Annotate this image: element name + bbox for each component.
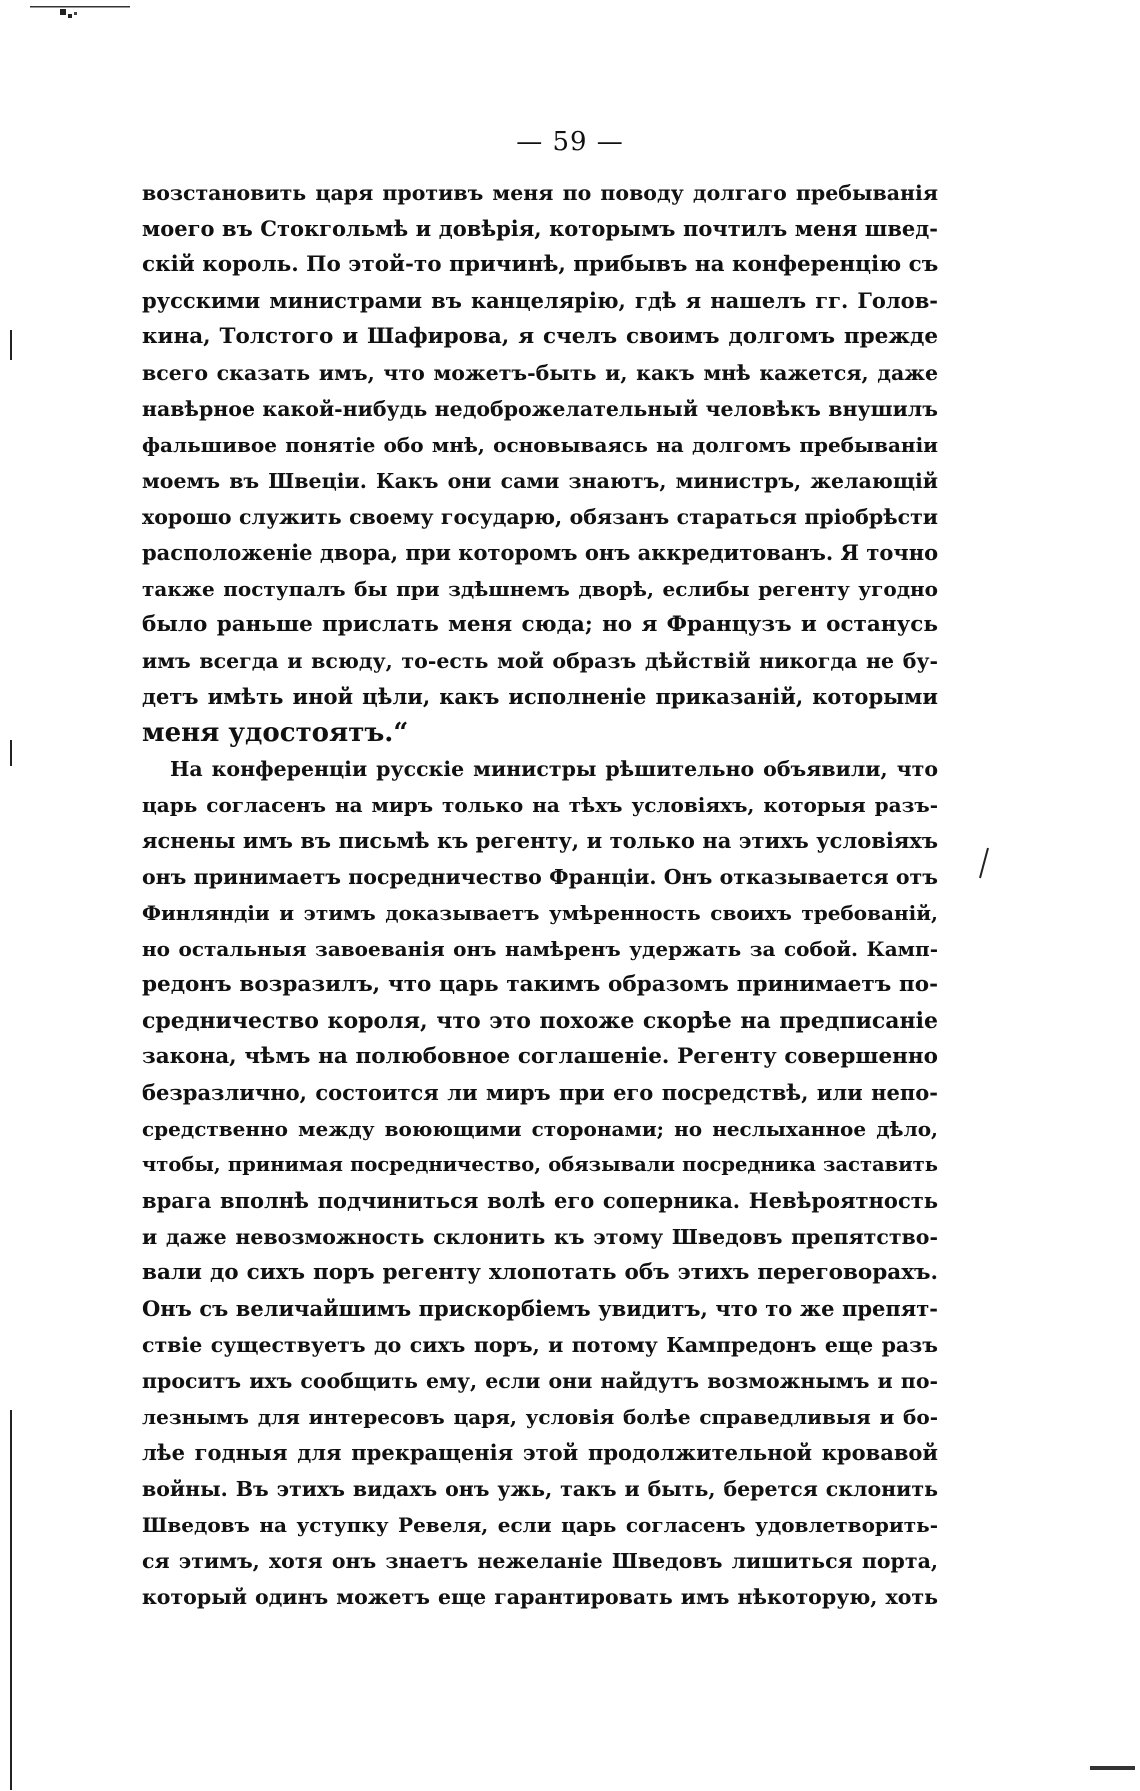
scan-mark-top-left (30, 6, 130, 20)
text-line: также поступалъ бы при здѣшнемъ дворѣ, еслибы регенту угодно (142, 577, 938, 601)
text-line: моемъ въ Швеціи. Какъ они сами знаютъ, министръ, желающій (142, 469, 938, 493)
text-line: лѣе годныя для прекращенія этой продолжительной кровавой (142, 1440, 938, 1465)
text-line: ствіе существуетъ до сихъ поръ, и потому Кампредонъ еще разъ (142, 1333, 938, 1357)
page-number: — 59 — (516, 127, 624, 157)
scan-rule-left-middle (10, 740, 12, 766)
text-line: скій король. По этой-то причинѣ, прибывъ на конференцію съ (142, 252, 939, 277)
text-line: который одинъ можетъ еще гарантировать имъ нѣкоторую, хоть (142, 1585, 938, 1609)
text-line: лезнымъ для интересовъ царя, условія болѣе справедливыя и бо- (142, 1405, 938, 1429)
text-line: всего сказать имъ, что можетъ-быть и, какъ мнѣ кажется, даже (142, 361, 938, 385)
text-line: детъ имѣть иной цѣли, какъ исполненіе приказаній, которыми (142, 684, 938, 709)
text-line: имъ всегда и всюду, то-есть мой образъ дѣйствій никогда не бу- (142, 649, 938, 673)
scan-rule-bottom-right (1090, 1766, 1135, 1770)
text-line: хорошо служить своему государю, обязанъ стараться пріобрѣсти (142, 505, 938, 529)
text-line: кина, Толстого и Шафирова, я счелъ своимъ долгомъ прежде (142, 324, 938, 349)
text-line: редонъ возразилъ, что царь такимъ образомъ принимаетъ по- (142, 972, 938, 997)
margin-slash-mark (978, 846, 990, 880)
text-line: ся этимъ, хотя онъ знаетъ нежеланіе Шведовъ лишиться порта, (142, 1549, 938, 1573)
text-line: фальшивое понятіе обо мнѣ, основываясь на долгомъ пребываніи (142, 433, 938, 457)
text-line: и даже невозможность склонить къ этому Шведовъ препятство- (142, 1225, 938, 1249)
text-line: царь согласенъ на миръ только на тѣхъ условіяхъ, которыя разъ- (142, 793, 938, 817)
scan-rule-left-upper (10, 330, 12, 360)
text-line: врага вполнѣ подчиниться волѣ его соперника. Невѣроятность (142, 1188, 938, 1213)
text-line: средственно между воюющими сторонами; но неслыханное дѣло, (142, 1117, 938, 1141)
text-line: безразлично, состоится ли миръ при его посредствѣ, или непо- (142, 1080, 938, 1105)
text-line: Шведовъ на уступку Ревеля, если царь согласенъ удовлетворить- (142, 1513, 938, 1537)
text-line: но остальныя завоеванія онъ намѣренъ удержать за собой. Камп- (142, 937, 938, 961)
text-line: яснены имъ въ письмѣ къ регенту, и только на этихъ условіяхъ (142, 828, 938, 853)
body-text (142, 175, 938, 1615)
text-line: проситъ ихъ сообщить ему, если они найдутъ возможнымъ и по- (142, 1369, 938, 1393)
text-line: расположеніе двора, при которомъ онъ аккредитованъ. Я точно (142, 540, 939, 565)
text-line: На конференціи русскіе министры рѣшительно объявили, что (170, 757, 938, 781)
text-line: средничество короля, что это похоже скорѣе на предписаніе (142, 1008, 938, 1034)
text-line: вали до сихъ поръ регенту хлопотать объ этихъ переговорахъ. (142, 1260, 938, 1285)
text-line: меня удостоятъ.“ (142, 718, 409, 748)
text-line: чтобы, принимая посредничество, обязывали посредника заставить (142, 1153, 938, 1176)
text-line: онъ принимаетъ посредничество Франціи. Онъ отказывается отъ (142, 865, 938, 889)
text-line: возстановить царя противъ меня по поводу долгаго пребыванія (142, 181, 938, 205)
text-line: навѣрное какой-нибудь недоброжелательный человѣкъ внушилъ (142, 397, 938, 421)
text-line: моего въ Стокгольмѣ и довѣрія, которымъ почтилъ меня швед- (142, 216, 938, 241)
text-line: русскими министрами въ канцелярію, гдѣ я нашелъ гг. Голов- (142, 288, 938, 313)
scan-rule-left-lower (10, 1410, 12, 1790)
text-line: войны. Въ этихъ видахъ онъ ужь, такъ и быть, берется склонить (142, 1477, 938, 1501)
text-line: Финляндіи и этимъ доказываетъ умѣренность своихъ требованій, (142, 901, 938, 925)
text-line: было раньше прислать меня сюда; но я Французъ и останусь (142, 612, 938, 637)
text-line: Онъ съ величайшимъ прискорбіемъ увидитъ, что то же препят- (142, 1296, 938, 1321)
text-line: закона, чѣмъ на полюбовное соглашеніе. Регенту совершенно (142, 1044, 938, 1069)
